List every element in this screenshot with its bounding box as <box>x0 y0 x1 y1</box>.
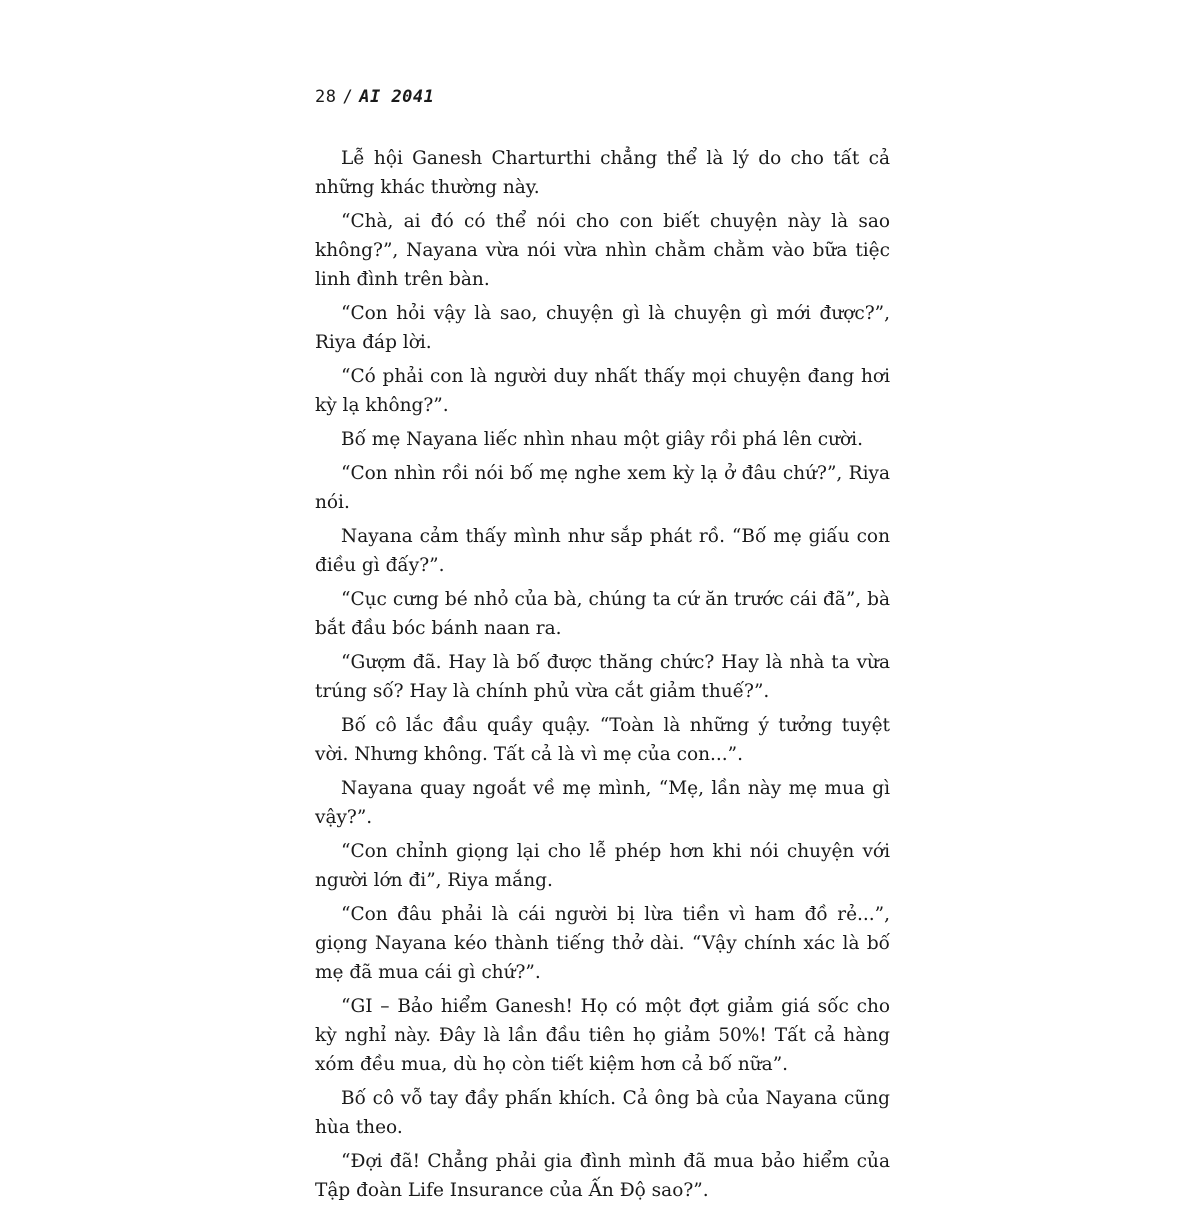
header-separator: / <box>342 87 354 107</box>
paragraph: “Cục cưng bé nhỏ của bà, chúng ta cứ ăn trước cái đã”, bà bắt đầu bóc bánh naan ra. <box>315 589 890 639</box>
paragraph: Nayana cảm thấy mình như sắp phát rồ. “Bố mẹ giấu con điều gì đấy?”. <box>315 526 890 576</box>
paragraph: “Đợi đã! Chẳng phải gia đình mình đã mua bảo hiểm của Tập đoàn Life Insurance của Ấn Độ sao?”. <box>315 1151 890 1201</box>
paragraph: “Con chỉnh giọng lại cho lễ phép hơn khi nói chuyện với người lớn đi”, Riya mắng. <box>315 841 890 891</box>
paragraph: Lễ hội Ganesh Charturthi chẳng thể là lý do cho tất cả những khác thường này. <box>315 148 890 198</box>
paragraph: “Gượm đã. Hay là bố được thăng chức? Hay là nhà ta vừa trúng số? Hay là chính phủ vừa cắt giảm thuế?”. <box>315 652 890 702</box>
paragraph: “Con nhìn rồi nói bố mẹ nghe xem kỳ lạ ở đâu chứ?”, Riya nói. <box>315 463 890 513</box>
paragraph: “Có phải con là người duy nhất thấy mọi chuyện đang hơi kỳ lạ không?”. <box>315 366 890 416</box>
paragraph: “GI – Bảo hiểm Ganesh! Họ có một đợt giảm giá sốc cho kỳ nghỉ này. Đây là lần đầu tiên họ giảm 50%! Tất cả hàng xóm đều mua, dù họ còn tiết kiệm hơn cả bố nữa”. <box>315 996 890 1075</box>
paragraph: Bố cô lắc đầu quầy quậy. “Toàn là những ý tưởng tuyệt vời. Nhưng không. Tất cả là vì mẹ của con...”. <box>315 715 890 765</box>
paragraph: “Chà, ai đó có thể nói cho con biết chuyện này là sao không?”, Nayana vừa nói vừa nhìn chằm chằm vào bữa tiệc linh đình trên bàn. <box>315 211 890 290</box>
paragraph: Bố cô vỗ tay đầy phấn khích. Cả ông bà của Nayana cũng hùa theo. <box>315 1088 890 1138</box>
paragraph: “Con đâu phải là cái người bị lừa tiền vì ham đồ rẻ...”, giọng Nayana kéo thành tiếng thở dài. “Vậy chính xác là bố mẹ đã mua cái gì chứ?”. <box>315 904 890 983</box>
page-header <box>315 87 434 107</box>
book-title: AI 2041 <box>359 87 435 107</box>
page-number: 28 <box>315 87 337 107</box>
paragraph: Bố mẹ Nayana liếc nhìn nhau một giây rồi phá lên cười. <box>341 429 863 450</box>
body-text <box>315 144 890 1210</box>
paragraph: Nayana quay ngoắt về mẹ mình, “Mẹ, lần này mẹ mua gì vậy?”. <box>315 778 890 828</box>
paragraph: “Con hỏi vậy là sao, chuyện gì là chuyện gì mới được?”, Riya đáp lời. <box>315 303 890 353</box>
